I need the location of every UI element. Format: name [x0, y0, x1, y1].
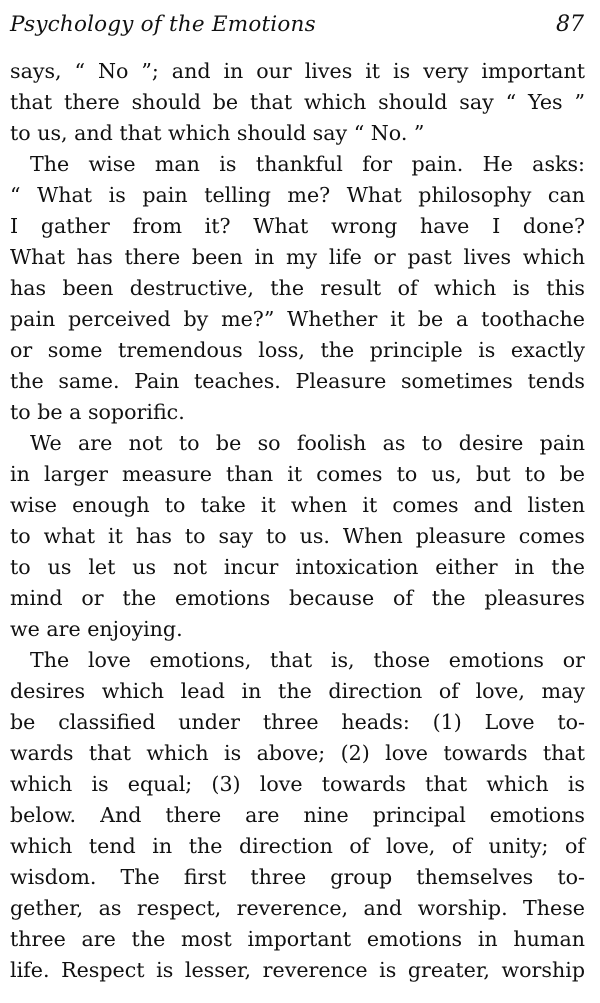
- text-line: which tend in the direction of love, of unity; of: [10, 834, 585, 858]
- text-line: gether, as respect, reverence, and worship. These: [10, 896, 585, 920]
- text-line: pain perceived by me?” Whether it be a toothache: [10, 307, 585, 331]
- text-line: which is equal; (3) love towards that which is: [10, 772, 585, 796]
- header-title: Psychology of the Emotions: [10, 12, 316, 37]
- text-line: to be a soporific.: [10, 400, 185, 424]
- text-line: we are enjoying.: [10, 617, 183, 641]
- text-line: wards that which is above; (2) love towards that: [10, 741, 585, 765]
- text-line: says, “ No ”; and in our lives it is very important: [10, 59, 585, 83]
- text-line: three are the most important emotions in human: [10, 927, 585, 951]
- text-line: below. And there are nine principal emotions: [10, 803, 585, 827]
- text-line: in larger measure than it comes to us, but to be: [10, 462, 585, 486]
- text-line: The love emotions, that is, those emotions or: [30, 648, 585, 672]
- text-line: has been destructive, the result of which is this: [10, 276, 585, 300]
- text-line: that there should be that which should say “ Yes ”: [10, 90, 585, 114]
- running-header: [10, 6, 584, 42]
- text-line: or some tremendous loss, the principle is exactly: [10, 338, 585, 362]
- text-line: wise enough to take it when it comes and listen: [10, 493, 585, 517]
- text-line: We are not to be so foolish as to desire pain: [30, 431, 585, 455]
- text-line: What has there been in my life or past lives which: [10, 245, 585, 269]
- text-line: “ What is pain telling me? What philosophy can: [10, 183, 585, 207]
- text-line: The wise man is thankful for pain. He asks:: [30, 152, 585, 176]
- text-line: I gather from it? What wrong have I done?: [10, 214, 585, 238]
- text-line: desires which lead in the direction of love, may: [10, 679, 585, 703]
- text-line: the same. Pain teaches. Pleasure sometimes tends: [10, 369, 585, 393]
- text-line: life. Respect is lesser, reverence is greater, worship: [10, 958, 585, 982]
- text-line: to what it has to say to us. When pleasure comes: [10, 524, 585, 548]
- body-text: [10, 56, 585, 986]
- text-line: mind or the emotions because of the pleasures: [10, 586, 585, 610]
- text-line: to us let us not incur intoxication either in the: [10, 555, 585, 579]
- text-line: be classified under three heads: (1) Love to-: [10, 710, 585, 734]
- text-line: wisdom. The first three group themselves to-: [10, 865, 585, 889]
- text-line: to us, and that which should say “ No. ”: [10, 121, 425, 145]
- page-number: 87: [556, 12, 584, 37]
